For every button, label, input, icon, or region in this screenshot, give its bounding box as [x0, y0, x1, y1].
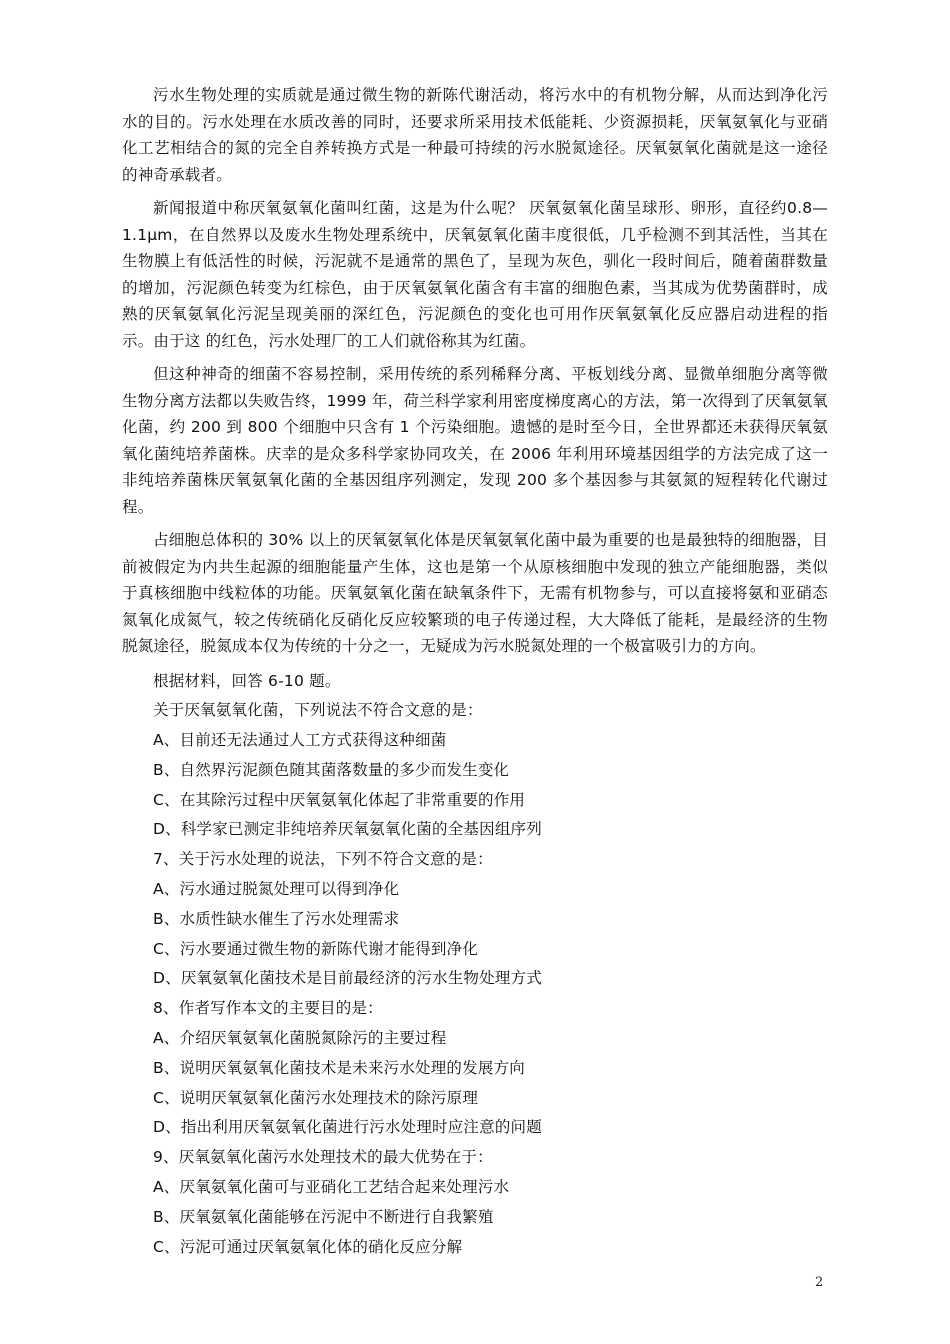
question-list: [122, 667, 828, 1263]
question-8-option-b: B、说明厌氧氨氧化菌技术是未来污水处理的发展方向: [153, 1058, 525, 1077]
paragraph-1: 污水生物处理的实质就是通过微生物的新陈代谢活动，将污水中的有机物分解，从而达到净化污水的目的。污水处理在水质改善的同时，还要求所采用技术低能耗、少资源损耗，厌氧氨氧化与亚硝化工艺相结合的氮的完全自养转换方式是一种最可持续的污水脱氮途径。厌氧氨氧化菌就是这一途径的神奇承载者。: [122, 86, 828, 184]
question-6-option-b: B、自然界污泥颜色随其菌落数量的多少而发生变化: [153, 760, 510, 779]
question-7-option-d: D、厌氧氨氧化菌技术是目前最经济的污水生物处理方式: [153, 969, 542, 988]
question-8-option-d: D、指出利用厌氧氨氧化菌进行污水处理时应注意的问题: [153, 1118, 542, 1137]
question-8-option-c: C、说明厌氧氨氧化菌污水处理技术的除污原理: [153, 1088, 479, 1107]
paragraph-2: 新闻报道中称厌氧氨氧化菌叫红菌，这是为什么呢？ 厌氧氨氧化菌呈球形、卵形，直径约0.8—1.1μm，在自然界以及废水生物处理系统中，厌氧氨氧化菌丰度很低，几乎检测不到其活性，当其在生物膜上有低活性的时候，污泥就不是通常的黑色了，呈现为灰色，驯化一段时间后，随着菌群数量的增加，污泥颜色转变为红棕色，由于厌氧氨氧化菌含有丰富的细胞色素，当其成为优势菌群时，成熟的厌氧氨氧化污泥呈现美丽的深红色，污泥颜色的变化也可用作厌氧氨氧化反应器启动进程的指示。由于这 的红色，污水处理厂的工人们就俗称其为红菌。: [122, 199, 828, 350]
question-7-option-c: C、污水要通过微生物的新陈代谢才能得到净化: [153, 939, 479, 958]
question-7-option-b: B、水质性缺水催生了污水处理需求: [153, 909, 400, 928]
question-8-stem: 8、作者写作本文的主要目的是：: [153, 999, 383, 1018]
question-6-option-c: C、在其除污过程中厌氧氨氧化体起了非常重要的作用: [153, 790, 526, 809]
question-8-option-a: A、介绍厌氧氨氧化菌脱氮除污的主要过程: [153, 1029, 447, 1048]
question-6-stem: 关于厌氧氨氧化菌，下列说法不符合文意的是：: [153, 701, 483, 720]
question-9-stem: 9、厌氧氨氧化菌污水处理技术的最大优势在于：: [153, 1148, 493, 1167]
instruction-line: 根据材料，回答 6-10 题。: [153, 671, 341, 690]
question-9-option-b: B、厌氧氨氧化菌能够在污泥中不断进行自我繁殖: [153, 1207, 494, 1226]
document-body: [122, 82, 828, 1262]
question-6-option-a: A、目前还无法通过人工方式获得这种细菌: [153, 731, 447, 750]
paragraph-4: 占细胞总体积的 30% 以上的厌氧氨氧化体是厌氧氨氧化菌中最为重要的也是最独特的细胞器，目前被假定为内共生起源的细胞能量产生体，这也是第一个从原核细胞中发现的独立产能细胞器，类似于真核细胞中线粒体的功能。厌氧氨氧化菌在缺氧条件下，无需有机物参与，可以直接将氨和亚硝态氮氧化成氮气，较之传统硝化反硝化反应较繁琐的电子传递过程，大大降低了能耗，是最经济的生物脱氮途径，脱氮成本仅为传统的十分之一，无疑成为污水脱氮处理的一个极富吸引力的方向。: [122, 531, 828, 655]
question-9-option-a: A、厌氧氨氧化菌可与亚硝化工艺结合起来处理污水: [153, 1178, 510, 1197]
question-9-option-c: C、污泥可通过厌氧氨氧化体的硝化反应分解: [153, 1237, 463, 1256]
question-6-option-d: D、科学家已测定非纯培养厌氧氨氧化菌的全基因组序列: [153, 820, 542, 839]
question-7-option-a: A、污水通过脱氮处理可以得到净化: [153, 880, 400, 899]
question-7-stem: 7、关于污水处理的说法，下列不符合文意的是：: [153, 850, 493, 869]
page-number: 2: [815, 1275, 824, 1290]
paragraph-3: 但这种神奇的细菌不容易控制，采用传统的系列稀释分离、平板划线分离、显微单细胞分离等微生物分离方法都以失败告终，1999 年，荷兰科学家利用密度梯度离心的方法，第一次得到了厌氧氨氧化菌，约 200 到 800 个细胞中只含有 1 个污染细胞。遗憾的是时至今日，全世界都还未获得厌氧氨氧化菌纯培养菌株。庆幸的是众多科学家协同攻关，在 2006 年利用环境基因组学的方法完成了这一非纯培养菌株厌氧氨氧化菌的全基因组序列测定，发现 200 多个基因参与其氨氮的短程转化代谢过程。: [122, 365, 828, 516]
